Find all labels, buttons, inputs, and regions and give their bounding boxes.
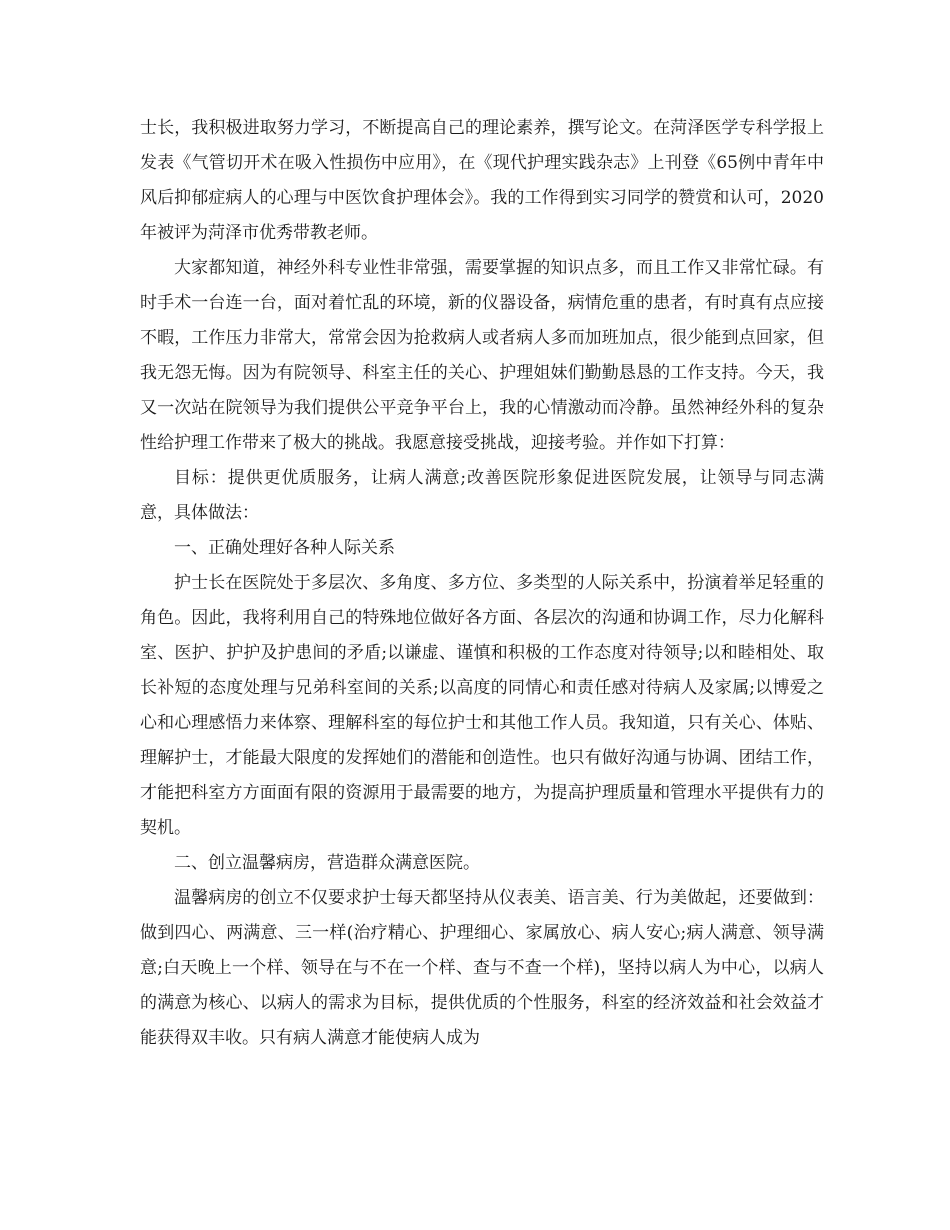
paragraph-continuation: 士长，我积极进取努力学习，不断提高自己的理论素养，撰写论文。在菏泽医学专科学报上发表《气管切开术在吸入性损伤中应用》，在《现代护理实践杂志》上刊登《65例中青年中风后抑郁症病人的心理与中医饮食护理体会》。我的工作得到实习同学的赞赏和认可，2020年被评为菏泽市优秀带教老师。 xyxy=(140,118,824,243)
document-body xyxy=(140,111,824,1056)
section-heading-2: 二、创立温馨病房，营造群众满意医院。 xyxy=(174,853,480,873)
paragraph-neurosurgery: 大家都知道，神经外科专业性非常强，需要掌握的知识点多，而且工作又非常忙碌。有时手术一台连一台，面对着忙乱的环境，新的仪器设备，病情危重的患者，有时真有点应接不暇，工作压力非常大，常常会因为抢救病人或者病人多而加班加点，很少能到点回家，但我无怨无悔。因为有院领导、科室主任的关心、护理姐妹们勤勤恳恳的工作支持。今天，我又一次站在院领导为我们提供公平竞争平台上，我的心情激动而冷静。虽然神经外科的复杂性给护理工作带来了极大的挑战。我愿意接受挑战，迎接考验。并作如下打算： xyxy=(140,258,824,453)
paragraph-goal: 目标：提供更优质服务，让病人满意;改善医院形象促进医院发展，让领导与同志满意，具体做法： xyxy=(140,468,824,523)
paragraph-relationships: 护士长在医院处于多层次、多角度、多方位、多类型的人际关系中，扮演着举足轻重的角色。因此，我将利用自己的特殊地位做好各方面、各层次的沟通和协调工作，尽力化解科室、医护、护护及护患间的矛盾;以谦虚、谨慎和积极的工作态度对待领导;以和睦相处、取长补短的态度处理与兄弟科室间的关系;以高度的同情心和责任感对待病人及家属;以博爱之心和心理感悟力来体察、理解科室的每位护士和其他工作人员。我知道，只有关心、体贴、理解护士，才能最大限度的发挥她们的潜能和创造性。也只有做好沟通与协调、团结工作，才能把科室方方面面有限的资源用于最需要的地方，为提高护理质量和管理水平提供有力的契机。 xyxy=(140,573,824,838)
paragraph-warm-ward: 温馨病房的创立不仅要求护士每天都坚持从仪表美、语言美、行为美做起，还要做到：做到四心、两满意、三一样(治疗精心、护理细心、家属放心、病人安心;病人满意、领导满意;白天晚上一个样、领导在与不在一个样、查与不查一个样)，坚持以病人为中心，以病人的满意为核心、以病人的需求为目标，提供优质的个性服务，科室的经济效益和社会效益才能获得双丰收。只有病人满意才能使病人成为 xyxy=(140,888,824,1048)
section-heading-1: 一、正确处理好各种人际关系 xyxy=(174,538,395,558)
